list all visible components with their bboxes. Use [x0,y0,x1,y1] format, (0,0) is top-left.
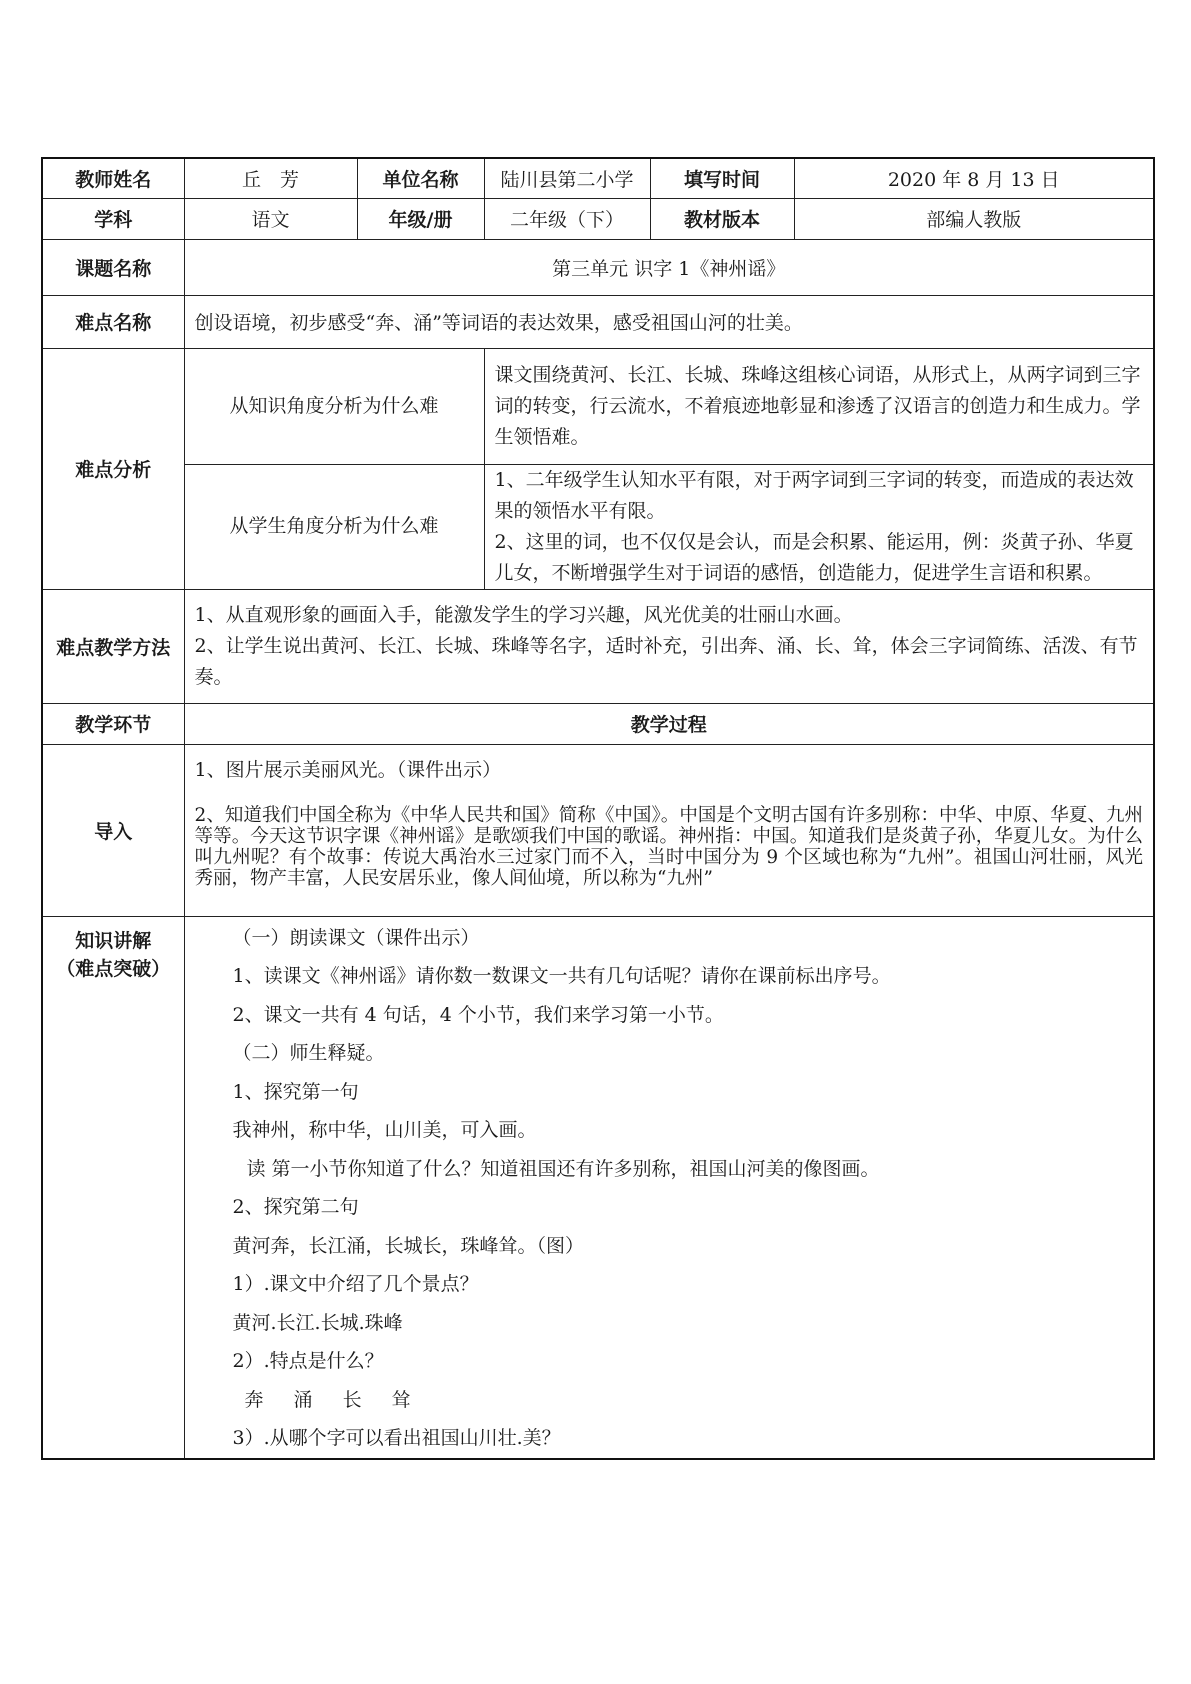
process-line: 黄河奔，长江涌，长城长，珠峰耸。（图） [232,1234,585,1257]
grade-label: 年级/册 [357,198,484,239]
process-line: 奔 涌 长 耸 [244,1388,423,1411]
topic-row [42,239,1154,295]
knowledge-sublabel: （难点突破） [56,957,171,980]
edition-value: 部编人教版 [794,198,1154,239]
unit-value: 陆川县第二小学 [484,158,650,198]
lesson-plan-table [41,157,1155,1460]
intro-cell [184,744,1154,916]
header-row-2 [42,198,1154,239]
difficulty-row [42,295,1154,348]
analysis-label: 难点分析 [42,348,184,589]
topic-label: 课题名称 [42,239,184,295]
student-angle-cell [484,464,1154,589]
subject-value: 语文 [184,198,357,239]
process-label: 教学过程 [184,703,1154,744]
date-value: 2020 年 8 月 13 日 [794,158,1154,198]
topic-value: 第三单元 识字 1《神州谣》 [184,239,1154,295]
intro-text-2: 2、知道我们中国全称为《中华人民共和国》简称《中国》。中国是个文明古国有许多别称：中华、中原、华夏、九州等等。今天这节识字课《神州谣》是歌颂我们中国的歌谣。神州指：中国。知道我们是炎黄子孙，华夏儿女。为什么叫九州呢？有个故事：传说大禹治水三过家门而不入，当时中国分为 9 个区域也称为“九州”。祖国山河壮丽，风光秀丽，物产丰富，人民安居乐业，像人间仙境，所以称为“九州” [194,804,1143,889]
analysis-knowledge-row [42,348,1154,464]
process-line: 2、探究第二句 [232,1196,359,1218]
process-line: 1）.课文中介绍了几个景点？ [232,1273,479,1295]
grade-value: 二年级（下） [484,198,650,239]
knowledge-row [42,916,1154,1459]
student-angle-label: 从学生角度分析为什么难 [184,464,484,589]
method-text-1: 1、从直观形象的画面入手，能激发学生的学习兴趣，风光优美的壮丽山水画。 [194,603,853,626]
method-cell [184,589,1154,703]
process-line: 3）.从哪个字可以看出祖国山川壮.美？ [232,1427,561,1449]
header-row-1 [42,158,1154,198]
knowledge-label-cell [42,916,184,1459]
process-line: 我神州，称中华，山川美，可入画。 [232,1119,537,1141]
date-label: 填写时间 [650,158,794,198]
process-stage-label: 教学环节 [42,703,184,744]
intro-label: 导入 [42,744,184,916]
process-line: （二）师生释疑。 [232,1042,385,1064]
process-line: 2、课文一共有 4 句话，4 个小节，我们来学习第一小节。 [232,1003,724,1026]
process-header-row [42,703,1154,744]
unit-label: 单位名称 [357,158,484,198]
teacher-value: 丘 芳 [184,158,357,198]
student-angle-text-1: 1、二年级学生认知水平有限，对于两字词到三字词的转变，而造成的表达效果的领悟水平有限。 [494,468,1134,522]
process-line: 1、探究第一句 [232,1080,359,1103]
process-line: 1、读课文《神州谣》请你数一数课文一共有几句话呢？请你在课前标出序号。 [232,965,891,987]
difficulty-value: 创设语境，初步感受“奔、涌”等词语的表达效果，感受祖国山河的壮美。 [184,295,1154,348]
method-row [42,589,1154,703]
process-line: 黄河.长江.长城.珠峰 [232,1311,403,1334]
knowledge-label: 知识讲解 [75,929,152,952]
difficulty-label: 难点名称 [42,295,184,348]
student-angle-text-2: 2、这里的词，也不仅仅是会认，而是会积累、能运用，例：炎黄子孙、华夏儿女，不断增强学生对于词语的感悟，创造能力，促进学生言语和积累。 [494,530,1134,584]
lesson-plan-document [41,157,1153,1460]
method-label: 难点教学方法 [42,589,184,703]
process-line: 读 第一小节你知道了什么？知道祖国还有许多别称，祖国山河美的像图画。 [246,1157,880,1180]
subject-label: 学科 [42,198,184,239]
intro-text-1: 1、图片展示美丽风光。（课件出示） [194,758,502,781]
knowledge-cell [184,916,1154,1459]
teacher-label: 教师姓名 [42,158,184,198]
process-line: 2）.特点是什么？ [232,1350,384,1372]
edition-label: 教材版本 [650,198,794,239]
analysis-student-row [42,464,1154,589]
knowledge-angle-label: 从知识角度分析为什么难 [184,348,484,464]
knowledge-angle-text: 课文围绕黄河、长江、长城、珠峰这组核心词语，从形式上，从两字词到三字词的转变，行云流水，不着痕迹地彰显和渗透了汉语言的创造力和生成力。学生领悟难。 [484,348,1154,464]
process-line: （一）朗读课文（课件出示） [232,926,480,949]
method-text-2: 2、让学生说出黄河、长江、长城、珠峰等名字，适时补充，引出奔、涌、长、耸，体会三字词简练、活泼、有节奏。 [194,634,1138,688]
intro-row [42,744,1154,916]
